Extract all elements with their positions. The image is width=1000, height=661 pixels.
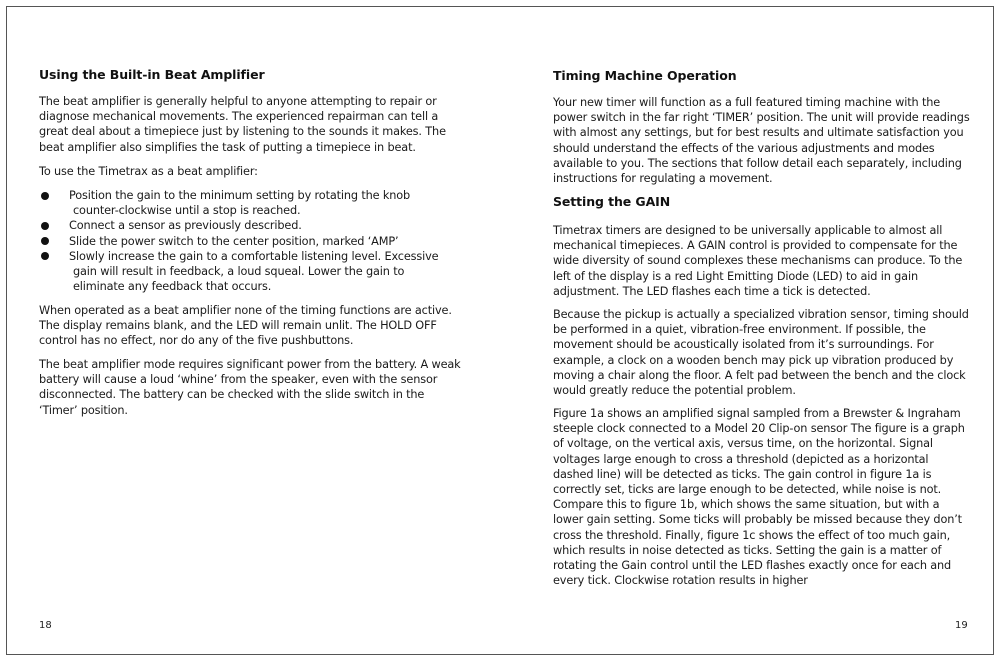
paragraph-operated: When operated as a beat amplifier none of the timing functions are active. The display remains blank, and the LED will remain unlit. The HOLD OFF control has no effect, nor do any of the five pushbuttons. [39,304,452,348]
heading-beat-amplifier: Using the Built-in Beat Amplifier [39,67,265,82]
list-item [39,249,457,295]
list-item-text: Connect a sensor as previously described. [69,219,302,233]
bullet-icon [41,192,49,200]
page-number-left: 18 [39,620,52,631]
bullet-icon [41,252,49,260]
list-item-continuation: counter-clockwise until a stop is reached. [73,204,301,218]
paragraph-lead-in: To use the Timetrax as a beat amplifier: [39,165,258,178]
list-item [39,234,457,249]
instruction-list [39,188,457,294]
list-item-text: Slowly increase the gain to a comfortable listening level. Excessive [69,249,439,263]
heading-setting-gain: Setting the GAIN [553,194,671,209]
left-page [39,7,469,654]
paragraph-gain-vibration: Because the pickup is actually a specialized vibration sensor, timing should be performed in a quiet, vibration-free environment. If possible, the movement should be acoustically isolated from it’s surroundings. For example, a clock on a wooden bench may pick up vibration produced by moving a chair along the floor. A felt pad between the bench and the clock would greatly reduce the potential problem. [553,308,969,398]
list-item-text: Position the gain to the minimum setting by rotating the knob [69,189,411,202]
heading-timing-machine: Timing Machine Operation [553,68,737,83]
list-item [39,218,457,233]
list-item [39,188,457,218]
list-item-continuation: gain will result in feedback, a loud squeal. Lower the gain to eliminate any feedback that occurs. [73,265,405,294]
page-number-right: 19 [955,620,968,631]
paragraph-intro: The beat amplifier is generally helpful to anyone attempting to repair or diagnose mechanical movements. The experienced repairman can tell a great deal about a timepiece just by listening to the sounds it makes. The beat amplifier also simplifies the task of putting a timepiece in beat. [39,95,446,154]
paragraph-timing: Your new timer will function as a full featured timing machine with the power switch in the far right ‘TIMER’ position. The unit will provide readings with almost any settings, but for best results and ultimate satisfaction you should understand the effects of the various adjustments and modes available to you. The sections that follow detail each separately, including instructions for regulating a movement. [553,96,970,186]
paragraph-battery: The beat amplifier mode requires significant power from the battery. A weak battery will cause a loud ‘whine’ from the speaker, even with the sensor disconnected. The battery can be checked with the slide switch in the ‘Timer’ position. [39,358,461,417]
bullet-icon [41,237,49,245]
paragraph-gain-figure: Figure 1a shows an amplified signal sampled from a Brewster & Ingraham steeple clock connected to a Model 20 Clip-on sensor The figure is a graph of voltage, on the vertical axis, versus time, on the horizontal. Signal voltages large enough to cross a threshold (depicted as a horizontal dashed line) will be detected as ticks. The gain control in figure 1a is correctly set, ticks are large enough to be detected, while noise is not. Compare this to figure 1b, which shows the same situation, but with a lower gain setting. Some ticks will probably be missed because they don’t cross the threshold. Finally, figure 1c shows the effect of too much gain, which results in noise detected as ticks. Setting the gain is a matter of rotating the Gain control until the LED flashes exactly once for each and every tick. Clockwise rotation results in higher [553,407,965,588]
list-item-text: Slide the power switch to the center position, marked ‘AMP’ [69,234,399,248]
book-spread [6,6,994,655]
paragraph-gain-intro: Timetrax timers are designed to be universally applicable to almost all mechanical timepieces. A GAIN control is provided to compensate for the wide diversity of sound complexes these mechanisms can produce. To the left of the display is a red Light Emitting Diode (LED) to aid in gain adjustment. The LED flashes each time a tick is detected. [553,224,963,298]
bullet-icon [41,222,49,230]
right-page [553,7,973,654]
